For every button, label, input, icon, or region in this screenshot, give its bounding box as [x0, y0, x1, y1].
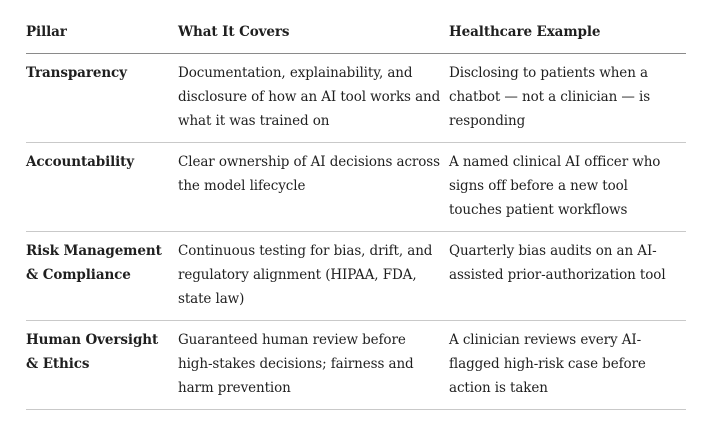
table-header-row — [26, 14, 686, 54]
pillar-cell: Human Oversight & Ethics — [26, 332, 159, 372]
example-cell: Quarterly bias audits on an AI-assisted prior-authorization tool — [449, 243, 666, 283]
covers-cell: Continuous testing for bias, drift, and regulatory alignment (HIPAA, FDA, state law) — [178, 243, 433, 307]
table-row — [26, 54, 686, 143]
example-cell: A clinician reviews every AI-flagged high-risk case before action is taken — [449, 332, 646, 396]
pillar-cell: Transparency — [26, 65, 127, 81]
pillar-cell: Accountability — [26, 154, 135, 170]
table-row — [26, 143, 686, 232]
column-header-what-it-covers: What It Covers — [178, 24, 290, 40]
table-row — [26, 321, 686, 410]
example-cell: A named clinical AI officer who signs off before a new tool touches patient workflows — [449, 154, 661, 218]
column-header-healthcare-example: Healthcare Example — [449, 24, 601, 40]
example-cell: Disclosing to patients when a chatbot — not a clinician — is responding — [449, 65, 651, 129]
covers-cell: Guaranteed human review before high-stakes decisions; fairness and harm prevention — [178, 332, 414, 396]
column-header-pillar: Pillar — [26, 24, 67, 40]
covers-cell: Documentation, explainability, and disclosure of how an AI tool works and what it was trained on — [178, 65, 441, 129]
governance-pillars-table — [26, 14, 686, 410]
pillar-cell: Risk Management & Compliance — [26, 243, 162, 283]
covers-cell: Clear ownership of AI decisions across the model lifecycle — [178, 154, 440, 194]
table-row — [26, 232, 686, 321]
